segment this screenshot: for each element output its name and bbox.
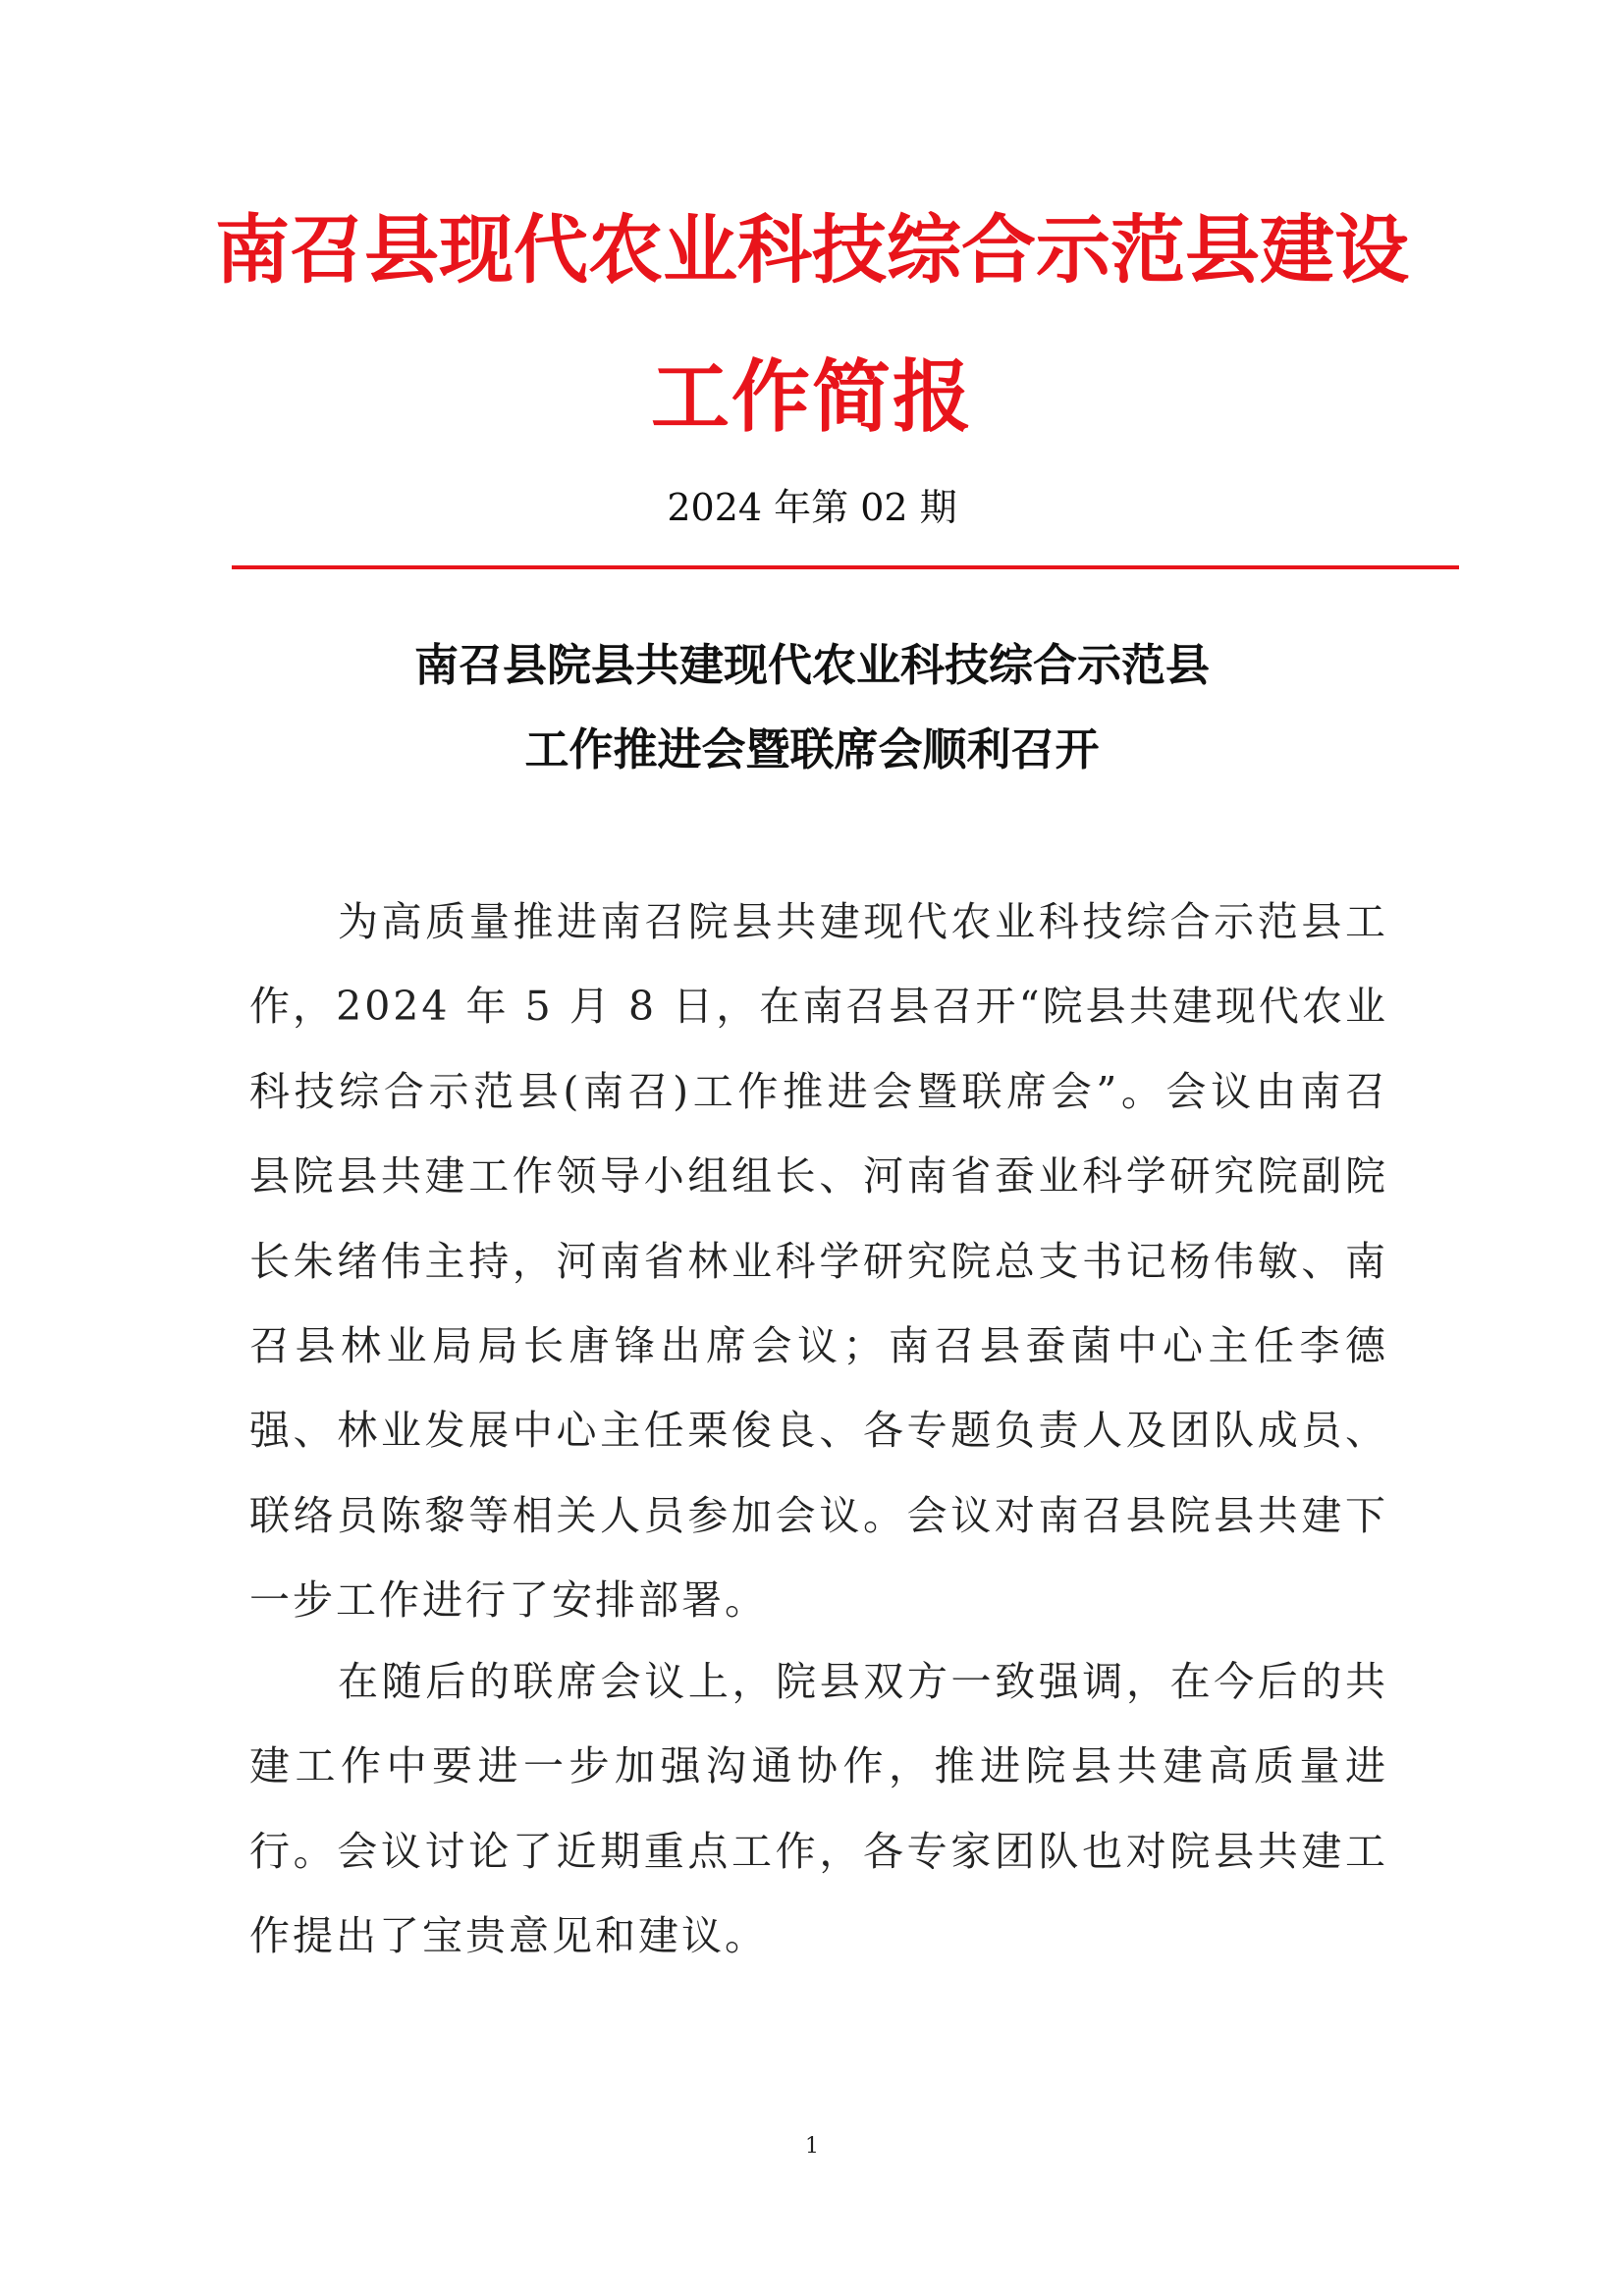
article-title-line2: 工作推进会暨联席会顺利召开 [524,723,1100,775]
article-title-line1: 南召县院县共建现代农业科技综合示范县 [413,639,1210,691]
body-paragraph: 为高质量推进南召院县共建现代农业科技综合示范县工作，2024 年 5 月 8 日，在南召县召开“院县共建现代农业科技综合示范县(南召)工作推进会暨联席会”。会议由南召县院县共建工作领导小组组长、河南省蚕业科学研究院副院长朱绪伟主持，河南省林业科学研究院总支书记杨伟敏、南召县林业局局长唐锋出席会议；南召县蚕菌中心主任李德强、林业发展中心主任栗俊良、各专题负责人及团队成员、联络员陈黎等相关人员参加会议。会议对南召县院县共建下一步工作进行了安排部署。 [249,898,1388,1625]
red-divider-rule [232,565,1459,569]
issue-number: 2024 年第 02 期 [667,486,957,529]
masthead-title-line1: 南召县现代农业科技综合示范县建设 [215,206,1409,294]
page-number: 1 [805,2134,819,2159]
body-paragraph: 在随后的联席会议上，院县双方一致强调，在今后的共建工作中要进一步加强沟通协作，推进院县共建高质量进行。会议讨论了近期重点工作，各专家团队也对院县共建工作提出了宝贵意见和建议。 [249,1658,1388,1960]
masthead-title-line2: 工作简报 [651,350,973,443]
